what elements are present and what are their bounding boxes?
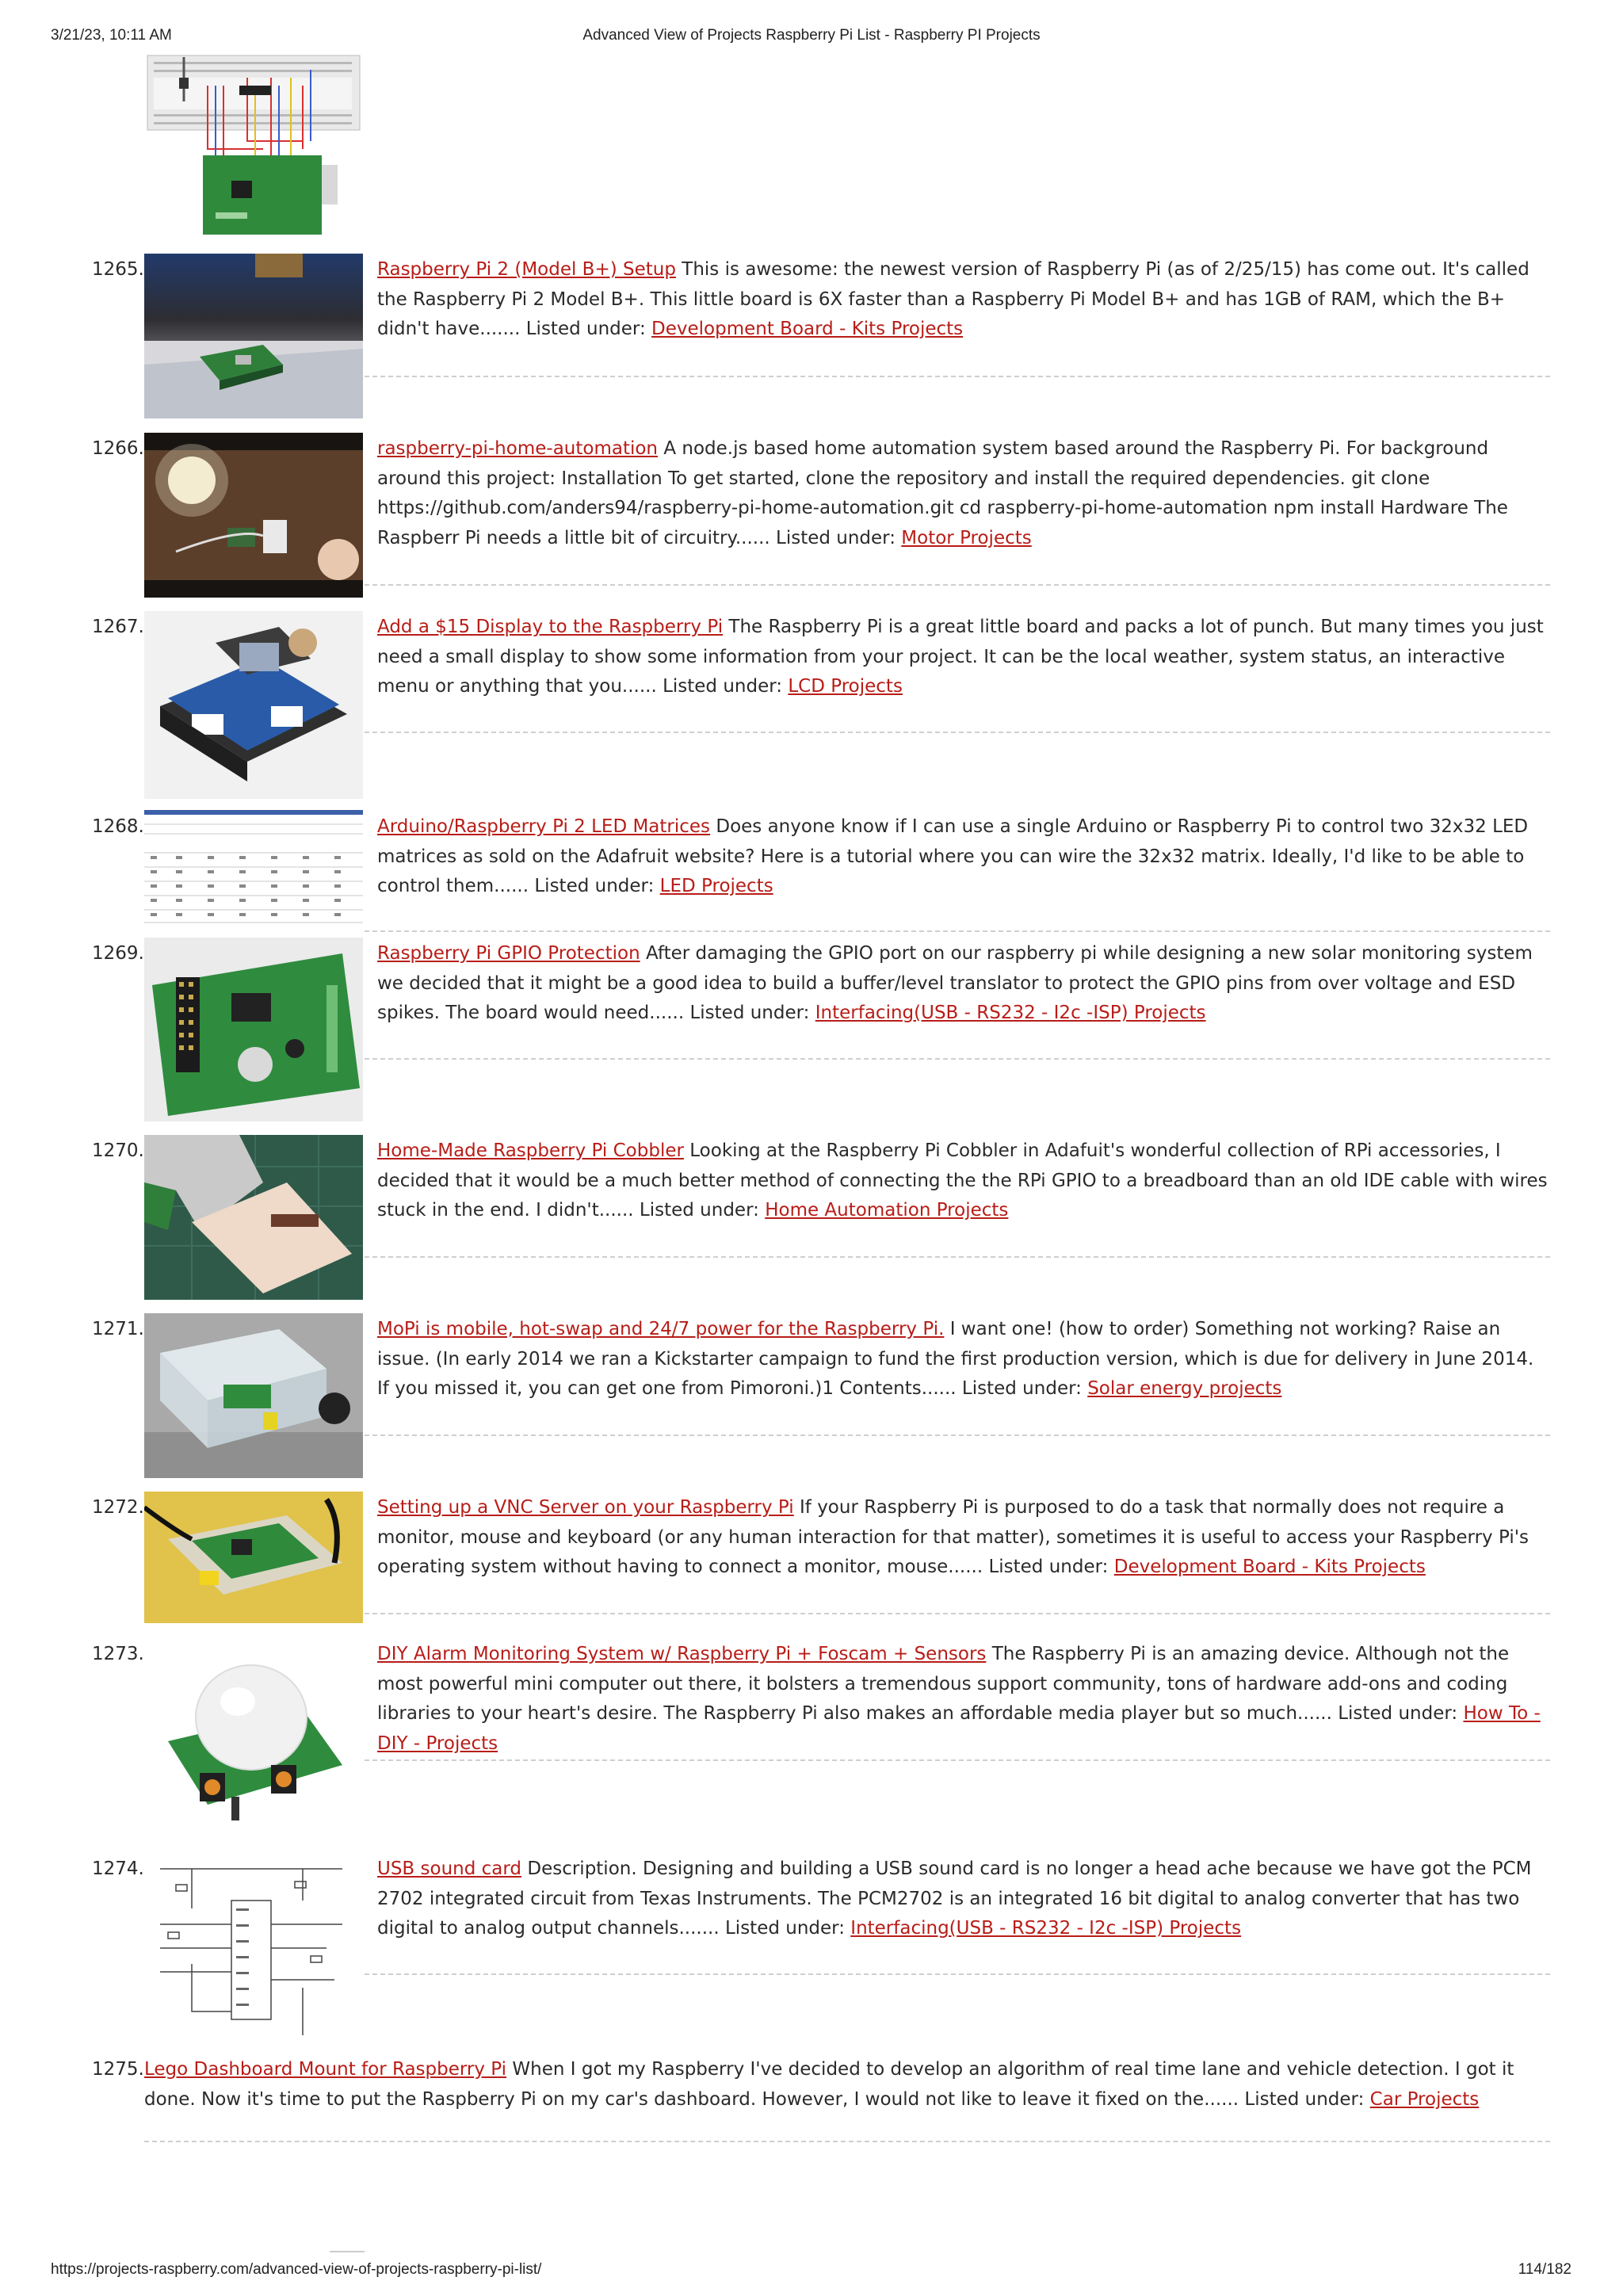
entry-thumbnail[interactable] — [144, 1313, 363, 1478]
print-page-title: Advanced View of Projects Raspberry Pi List - Raspberry PI Projects — [582, 27, 1041, 44]
entry-separator — [365, 732, 1550, 733]
schematic-image-icon — [144, 1853, 363, 2037]
entry-description — [377, 1493, 1550, 1583]
entry-summary: The Raspberry Pi is a great little board and packs a lot of punch. But many times you just need a small display to show some information from your project. It can be the local weather, system status, an interactive menu or anything that you...... Listed under: — [377, 617, 1544, 697]
display-stack-photo-icon — [144, 611, 363, 799]
entry-category-link[interactable]: Home Automation Projects — [765, 1200, 1009, 1221]
entry-separator — [365, 1058, 1550, 1060]
pi-in-case-photo-icon — [144, 1492, 363, 1623]
clear-case-photo-icon — [144, 1313, 363, 1478]
entry-description — [377, 613, 1550, 702]
green-pcb-photo-icon — [144, 938, 363, 1121]
breadboard-wiring-diagram-image — [144, 54, 363, 241]
entry-number: 1273. — [92, 1644, 144, 1664]
entry-summary: Looking at the Raspberry Pi Cobbler in Adafuit's wonderful collection of RPi accessories, I decided that it would be a much better method of connecting the the RPi GPIO to a breadboard than an old IDE cable with wires stuck in the end. I didn't...... Listed under: — [377, 1140, 1548, 1221]
print-footer — [0, 2261, 1623, 2293]
entry-separator — [365, 376, 1550, 377]
entry-category-link[interactable]: LCD Projects — [788, 676, 903, 697]
entry-thumbnail[interactable] — [144, 1638, 363, 1839]
pir-sensor-photo-icon — [144, 1638, 363, 1839]
entry-thumbnail[interactable] — [144, 938, 363, 1121]
entry-category-link[interactable]: How To - DIY - Projects — [377, 1703, 1541, 1754]
entry-description — [377, 812, 1550, 902]
entry-title-link[interactable]: USB sound card — [377, 1859, 522, 1879]
entry-separator — [365, 1256, 1550, 1258]
entry-description — [377, 1315, 1550, 1404]
entry-separator — [144, 2141, 1550, 2142]
entry-description — [377, 1640, 1550, 1759]
entry-title-link[interactable]: Add a $15 Display to the Raspberry Pi — [377, 617, 724, 637]
entry-title-link[interactable]: Raspberry Pi 2 (Model B+) Setup — [377, 259, 676, 280]
entry-thumbnail[interactable] — [144, 1853, 363, 2037]
entry-number: 1266. — [92, 438, 144, 459]
entry-title-link[interactable]: DIY Alarm Monitoring System w/ Raspberry Pi + Foscam + Sensors — [377, 1644, 987, 1664]
entry-thumbnail[interactable] — [144, 1492, 363, 1623]
entry-thumbnail[interactable] — [144, 810, 363, 924]
entry-title-link[interactable]: Home-Made Raspberry Pi Cobbler — [377, 1140, 684, 1161]
entry-description — [144, 2055, 1550, 2115]
entry-description — [377, 1137, 1550, 1226]
entry-description — [377, 434, 1550, 553]
entry-title-link[interactable]: Setting up a VNC Server on your Raspberry Pi — [377, 1497, 794, 1518]
lamp-and-switch-photo-icon — [144, 433, 363, 598]
entry-summary: I want one! (how to order) Something not working? Raise an issue. (In early 2014 we ran a Kickstarter campaign to fund the first production version, which is due for delivery in June 2014. If you missed it, you can get one from Pimoroni.)1 Contents...... Listed under: — [377, 1319, 1534, 1399]
entry-thumbnail[interactable] — [144, 433, 363, 598]
entry-title-link[interactable]: raspberry-pi-home-automation — [377, 438, 659, 459]
entry-summary: Description. Designing and building a USB sound card is no longer a head ache because we have got the PCM 2702 integrated circuit from Texas Instruments. The PCM2702 is an integrated 16 bit digital to analog converter that has two digital to analog output channels....... Listed under: — [377, 1859, 1532, 1939]
entry-number: 1270. — [92, 1140, 144, 1161]
entry-category-link[interactable]: Solar energy projects — [1087, 1378, 1282, 1399]
entry-summary: Does anyone know if I can use a single Arduino or Raspberry Pi to control two 32x32 LED matrices as sold on the Adafruit website? Here is a tutorial where you can wire the 32x32 matrix. Ideally, I'd like to be able to control them...... Listed under: — [377, 816, 1529, 896]
print-page-url: https://projects-raspberry.com/advanced-view-of-projects-raspberry-pi-list/ — [51, 2261, 542, 2278]
entry-separator — [365, 1435, 1550, 1436]
entry-number: 1272. — [92, 1497, 144, 1518]
entry-separator — [365, 584, 1550, 586]
print-datetime: 3/21/23, 10:11 AM — [51, 27, 172, 44]
entry-summary: When I got my Raspberry I've decided to develop an algorithm of real time lane and vehicle detection. I got it done. Now it's time to put the Raspberry Pi on my car's dashboard. However, I would not like to leave it fixed on the...... Listed under: — [144, 2059, 1514, 2110]
entry-number: 1265. — [92, 259, 144, 280]
entry-description — [377, 939, 1550, 1029]
entry-title-link[interactable]: Lego Dashboard Mount for Raspberry Pi — [144, 2059, 507, 2080]
entry-category-link[interactable]: Interfacing(USB - RS232 - I2c -ISP) Projects — [815, 1003, 1206, 1023]
entry-summary: The Raspberry Pi is an amazing device. Although not the most powerful mini computer out there, it bolsters a tremendous support community, tons of hardware add-ons and coding libraries to your heart's desire. The Raspberry Pi also makes an affordable media player but so much...... Listed under: — [377, 1644, 1510, 1724]
entry-description — [377, 255, 1550, 345]
entry-title-link[interactable]: Raspberry Pi GPIO Protection — [377, 943, 640, 964]
entry-separator — [365, 1759, 1550, 1761]
entry-number: 1268. — [92, 816, 144, 837]
entry-summary: This is awesome: the newest version of Raspberry Pi (as of 2/25/15) has come out. It's called the Raspberry Pi 2 Model B+. This little board is 6X faster than a Raspberry Pi Model B+ and has 1GB of RAM, which the B+ didn't have....... Listed under: — [377, 259, 1529, 339]
entry-category-link[interactable]: Development Board - Kits Projects — [1113, 1557, 1426, 1577]
breadboard-icon — [144, 54, 363, 241]
truth-table-image-icon — [144, 810, 363, 924]
entry-title-link[interactable]: MoPi is mobile, hot-swap and 24/7 power for the Raspberry Pi. — [377, 1319, 945, 1339]
entry-number: 1267. — [92, 617, 144, 637]
entry-category-link[interactable]: Development Board - Kits Projects — [651, 319, 964, 339]
entry-number: 1275. — [92, 2059, 144, 2080]
entry-summary: A node.js based home automation system based around the Raspberry Pi. For background around this project: Installation To get started, clone the repository and install the required dependencies. git clone https://github.com/anders94/raspberry-pi-home-automation.git cd raspberry-pi-home-automation npm install Hardware The Raspberr Pi needs a little bit of circuitry...... Listed under: — [377, 438, 1508, 548]
ribbon-cable-photo-icon — [144, 1135, 363, 1300]
entry-number: 1271. — [92, 1319, 144, 1339]
entry-category-link[interactable]: Motor Projects — [901, 527, 1032, 548]
entry-separator — [365, 1973, 1550, 1975]
entry-category-link[interactable]: LED Projects — [659, 876, 773, 896]
pi-on-desk-photo-icon — [144, 254, 363, 418]
entry-number: 1269. — [92, 943, 144, 964]
print-page-number: 114/182 — [1518, 2261, 1571, 2278]
entry-thumbnail[interactable] — [144, 254, 363, 418]
entry-category-link[interactable]: Car Projects — [1369, 2088, 1480, 2110]
entry-separator — [365, 930, 1550, 932]
entry-thumbnail[interactable] — [144, 1135, 363, 1300]
entry-separator — [365, 1613, 1550, 1614]
entry-summary: If your Raspberry Pi is purposed to do a task that normally does not require a monitor, mouse and keyboard (or any human interaction for that matter), sometimes it is useful to access your Raspberry Pi's operating system without having to connect a monitor, mouse...... Listed under: — [377, 1497, 1529, 1577]
entry-thumbnail[interactable] — [144, 611, 363, 799]
entry-description — [377, 1855, 1550, 1944]
entry-category-link[interactable]: Interfacing(USB - RS232 - I2c -ISP) Projects — [850, 1918, 1242, 1939]
next-thumbnail-fragment — [330, 2251, 365, 2252]
entry-title-link[interactable]: Arduino/Raspberry Pi 2 LED Matrices — [377, 816, 711, 837]
entry-number: 1274. — [92, 1859, 144, 1879]
entry-summary: After damaging the GPIO port on our raspberry pi while designing a new solar monitoring system we decided that it might be a good idea to build a buffer/level translator to protect the GPIO pins from over voltage and ESD spikes. The board would need...... Listed under: — [377, 943, 1533, 1023]
